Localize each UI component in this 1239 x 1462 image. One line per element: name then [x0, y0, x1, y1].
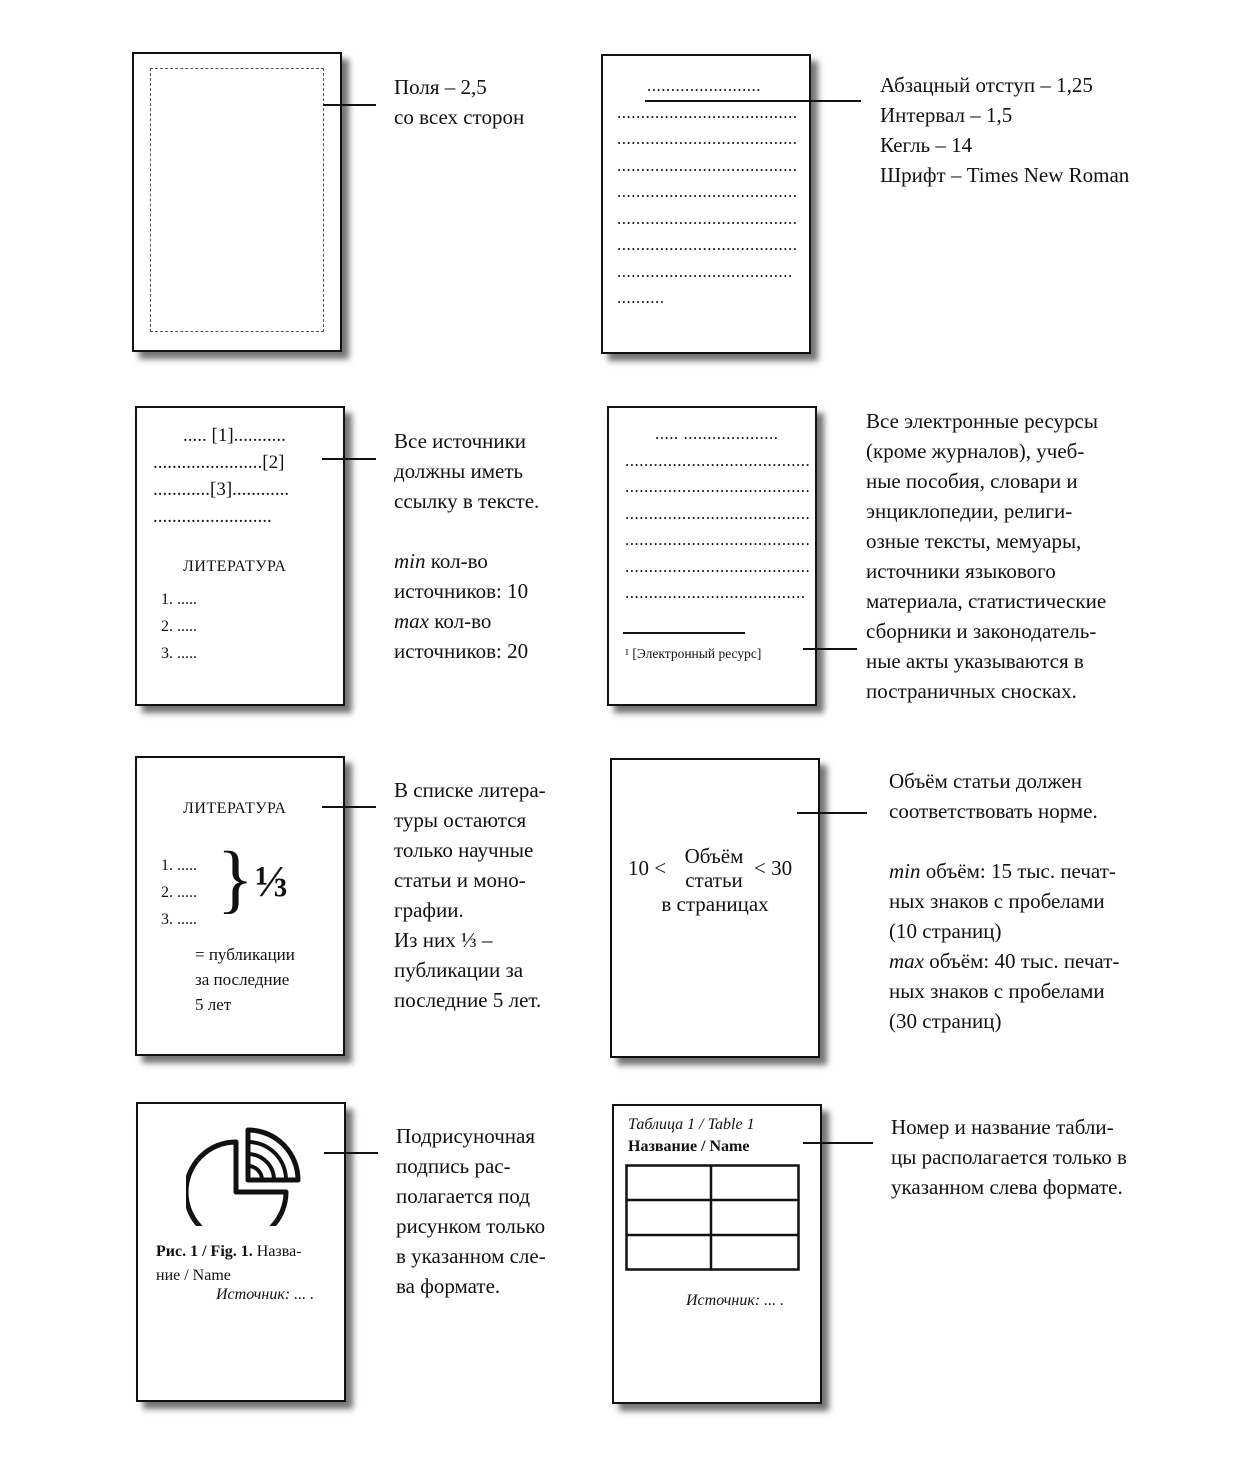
- caption-line: указанном слева формате.: [891, 1175, 1123, 1199]
- note-line: = публикации: [195, 945, 295, 964]
- caption-line: Номер и название табли-: [891, 1115, 1114, 1139]
- volume-right-bound: < 30: [754, 856, 793, 880]
- min-label: min: [889, 859, 921, 883]
- caption-line: Абзацный отступ – 1,25: [880, 73, 1093, 97]
- caption-line: [889, 856, 1119, 886]
- dotted-line: ......................................: [617, 129, 798, 148]
- list-item: 3. .....: [161, 911, 197, 928]
- caption-line: рисунком только: [396, 1214, 546, 1238]
- caption-line: графии.: [394, 898, 464, 922]
- caption-figure: [396, 1121, 546, 1301]
- caption-line: энциклопедии, религи-: [866, 499, 1073, 523]
- caption-line: ных знаков с пробелами: [889, 979, 1105, 1003]
- dotted-text-block: [625, 424, 810, 610]
- page-footnotes-sample: [607, 406, 817, 706]
- caption-line: сборники и законодатель-: [866, 619, 1097, 643]
- dotted-text-block: [617, 76, 798, 315]
- connector-line: [323, 104, 376, 106]
- caption-bibliography: [394, 775, 546, 1015]
- caption-line: ных знаков с пробелами: [889, 889, 1105, 913]
- max-label: max: [394, 609, 429, 633]
- connector-line: [324, 1152, 378, 1154]
- caption-line: (кроме журналов), учеб-: [866, 439, 1085, 463]
- caption-line: озные тексты, мемуары,: [866, 529, 1082, 553]
- caption-line: цы располагается только в: [891, 1145, 1127, 1169]
- caption-line: Кегль – 14: [880, 133, 973, 157]
- page-figure-sample: [136, 1102, 346, 1402]
- caption-line: должны иметь: [394, 459, 524, 483]
- caption-line: Подрисуночная: [396, 1124, 536, 1148]
- caption-line: ные пособия, словари и: [866, 469, 1078, 493]
- caption-table: [891, 1112, 1127, 1202]
- caption-line: Поля – 2,5: [394, 75, 487, 99]
- footnote-text: ¹ [Электронный ресурс]: [625, 646, 762, 661]
- caption-line: (30 страниц): [889, 1009, 1002, 1033]
- pie-chart-icon: [186, 1126, 306, 1226]
- caption-line: [394, 606, 539, 636]
- dotted-line: ......................................: [617, 235, 798, 254]
- figure-caption: [156, 1240, 302, 1288]
- caption-line: ные акты указываются в: [866, 649, 1084, 673]
- figure-source: Источник: ... .: [216, 1286, 315, 1303]
- caption-line: только научные: [394, 838, 534, 862]
- page-formatting-sample: [601, 54, 811, 354]
- connector-line: [803, 648, 857, 650]
- dotted-line: .......................................: [625, 556, 811, 576]
- list-item: 2. .....: [161, 618, 197, 635]
- list-item: 1. .....: [161, 857, 197, 874]
- page-table-sample: [612, 1104, 822, 1404]
- caption-line: В списке литера-: [394, 778, 546, 802]
- caption-line: источников: 10: [394, 579, 529, 603]
- volume-word: статьи: [685, 868, 743, 892]
- recent-publications-note: [195, 942, 295, 1017]
- dotted-line: ......................................: [625, 583, 806, 602]
- caption-line: статьи и моно-: [394, 868, 526, 892]
- min-text: объём: 15 тыс. печат-: [920, 859, 1116, 883]
- first-line-indented: ........................: [647, 76, 761, 95]
- caption-line: источников: 20: [394, 639, 529, 663]
- caption-line: Из них ⅓ –: [394, 928, 493, 952]
- caption-line: соответствовать норме.: [889, 799, 1098, 823]
- volume-unit: в страницах: [661, 892, 769, 916]
- dotted-line: .....................................: [617, 261, 793, 281]
- connector-line: [322, 458, 376, 460]
- table-name: Название / Name: [628, 1138, 750, 1155]
- figure-caption-line: [156, 1240, 302, 1264]
- connector-line: [803, 1142, 873, 1144]
- connector-line: [322, 806, 376, 808]
- dotted-line: ......................................: [617, 182, 798, 201]
- caption-line: полагается под: [396, 1184, 530, 1208]
- curly-brace: }: [217, 837, 254, 921]
- references-heading: ЛИТЕРАТУРА: [183, 558, 287, 575]
- citation-line: .........................: [153, 506, 272, 527]
- min-label: min: [394, 549, 426, 573]
- dotted-line: ..........: [617, 288, 665, 307]
- dotted-line: .......................................: [625, 530, 811, 549]
- dotted-line: ......................................: [617, 102, 798, 122]
- note-line: 5 лет: [195, 995, 232, 1014]
- caption-line: Все электронные ресурсы: [866, 409, 1098, 433]
- bibliography-heading: ЛИТЕРАТУРА: [183, 800, 287, 817]
- page-margins-sample: [132, 52, 342, 352]
- caption-formatting: [880, 70, 1129, 190]
- page-bibliography-sample: [135, 756, 345, 1056]
- dotted-line: .......................................: [625, 450, 811, 470]
- note-line: за последние: [195, 970, 290, 989]
- max-text: кол-во: [429, 609, 492, 633]
- page-volume-sample: [610, 758, 820, 1058]
- citation-line: ............[3]............: [153, 479, 290, 500]
- figure-name-part: ние / Name: [156, 1267, 231, 1284]
- caption-line: Все источники: [394, 429, 527, 453]
- caption-line: [889, 946, 1119, 976]
- figure-label: Рис. 1 / Fig. 1.: [156, 1243, 253, 1260]
- citation-line: ..... [1]...........: [183, 425, 286, 446]
- references-list: [161, 586, 197, 667]
- caption-line: Интервал – 1,5: [880, 103, 1013, 127]
- table-label: Таблица 1 / Table 1: [628, 1116, 755, 1133]
- bibliography-list: [161, 852, 197, 933]
- citation-lines: [153, 422, 289, 530]
- caption-line: Шрифт – Times New Roman: [880, 163, 1130, 187]
- caption-line: публикации за: [394, 958, 524, 982]
- caption-line: ва формате.: [396, 1274, 501, 1298]
- citation-line: .......................[2]: [153, 452, 285, 473]
- dashed-margin-frame: [150, 68, 324, 332]
- max-text: объём: 40 тыс. печат-: [924, 949, 1120, 973]
- volume-middle-label: [674, 844, 754, 892]
- first-line-indented: ..... ....................: [655, 424, 779, 443]
- max-label: max: [889, 949, 924, 973]
- dotted-line: ......................................: [617, 155, 798, 175]
- caption-line: материала, статистические: [866, 589, 1107, 613]
- caption-line: в указанном сле-: [396, 1244, 546, 1268]
- caption-line: ссылку в тексте.: [394, 489, 540, 513]
- caption-line: (10 страниц): [889, 919, 1002, 943]
- table-source: Источник: ... .: [686, 1292, 785, 1309]
- dotted-line: .......................................: [625, 477, 811, 496]
- list-item: 2. .....: [161, 884, 197, 901]
- volume-left-bound: 10 <: [628, 856, 667, 880]
- list-item: 1. .....: [161, 591, 197, 608]
- volume-word: Объём: [684, 844, 744, 868]
- caption-margins: [394, 72, 524, 132]
- list-item: 3. .....: [161, 645, 197, 662]
- page-references-sample: [135, 406, 345, 706]
- caption-footnotes: [866, 406, 1106, 706]
- connector-line: [797, 812, 867, 814]
- caption-line: Объём статьи должен: [889, 769, 1082, 793]
- connector-line: [645, 100, 861, 102]
- figure-name-part: Назва-: [252, 1243, 302, 1260]
- caption-line: туры остаются: [394, 808, 527, 832]
- caption-line: [394, 546, 539, 576]
- caption-line: последние 5 лет.: [394, 988, 542, 1012]
- caption-line: постраничных сносках.: [866, 679, 1077, 703]
- caption-volume: [889, 766, 1119, 1036]
- caption-references: [394, 426, 539, 666]
- caption-line: источники языкового: [866, 559, 1056, 583]
- dotted-line: ......................................: [617, 208, 798, 228]
- footnote-rule: [623, 632, 745, 634]
- one-third-fraction: ⅓: [255, 857, 288, 906]
- min-text: кол-во: [425, 549, 488, 573]
- caption-line: со всех сторон: [394, 105, 525, 129]
- table-grid-icon: [625, 1164, 801, 1272]
- caption-line: подпись рас-: [396, 1154, 511, 1178]
- dotted-line: .......................................: [625, 503, 811, 523]
